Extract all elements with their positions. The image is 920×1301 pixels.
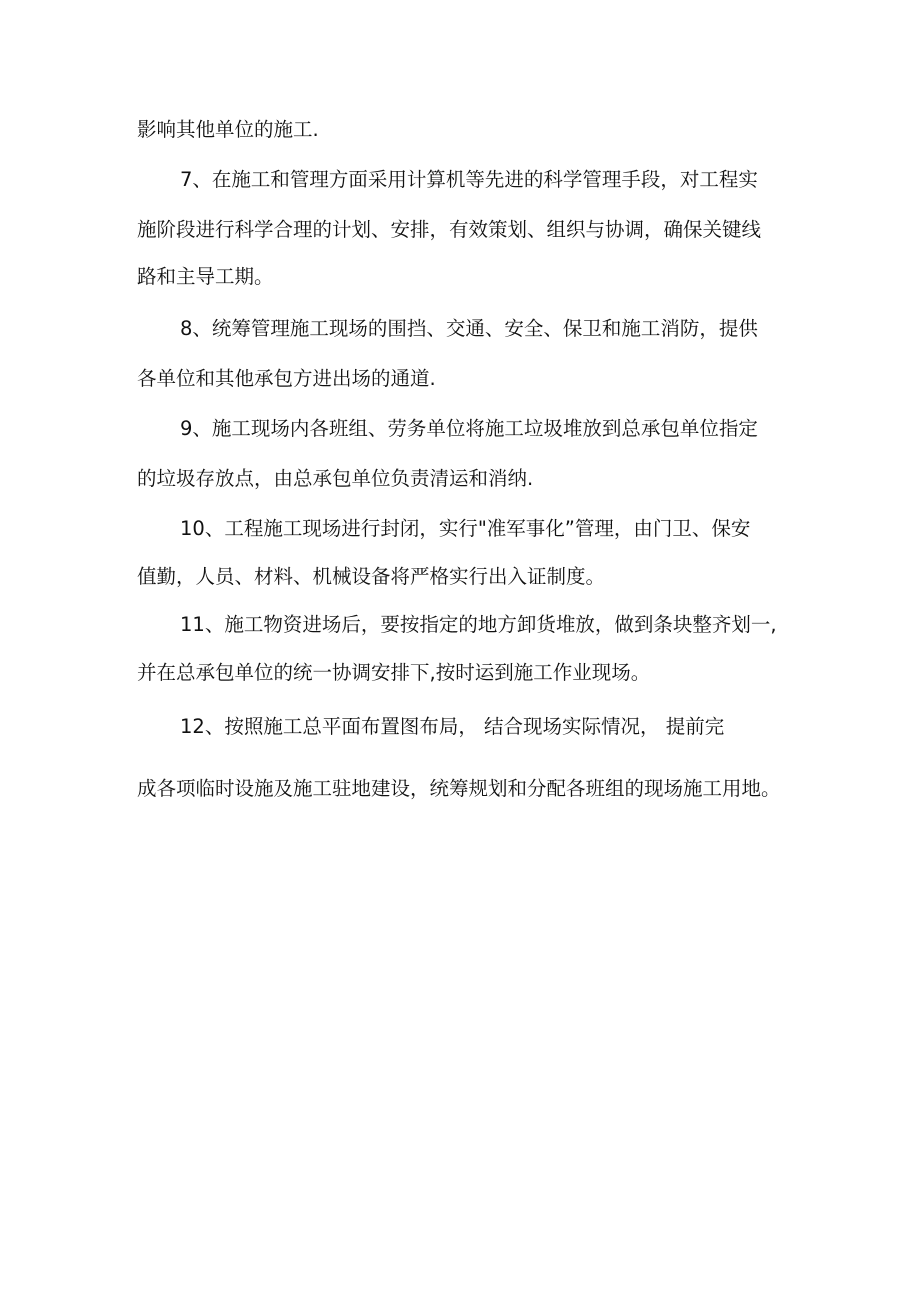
- paragraph-7-line-2: 施阶段进行科学合理的计划、安排，有效策划、组织与协调，确保关键线: [137, 218, 762, 241]
- paragraph-11-line-2: 并在总承包单位的统一协调安排下,按时运到施工作业现场。: [137, 661, 651, 684]
- paragraph-10-line-2: 值勤，人员、材料、机械设备将严格实行出入证制度。: [137, 565, 606, 588]
- text-line-1: 影响其他单位的施工.: [137, 118, 319, 141]
- paragraph-12-line-1: 12、按照施工总平面布置图布局， 结合现场实际情况， 提前完: [180, 715, 725, 738]
- paragraph-12-line-2: 成各项临时设施及施工驻地建设，统筹规划和分配各班组的现场施工用地。: [137, 777, 781, 800]
- paragraph-7-line-1: 7、在施工和管理方面采用计算机等先进的科学管理手段，对工程实: [180, 168, 758, 191]
- paragraph-9-line-2: 的垃圾存放点，由总承包单位负责清运和消纳.: [137, 467, 534, 490]
- paragraph-9-line-1: 9、施工现场内各班组、劳务单位将施工垃圾堆放到总承包单位指定: [180, 417, 758, 440]
- paragraph-8-line-1: 8、统筹管理施工现场的围挡、交通、安全、保卫和施工消防，提供: [180, 317, 758, 340]
- paragraph-7-line-3: 路和主导工期。: [137, 265, 274, 288]
- paragraph-8-line-2: 各单位和其他承包方进出场的通道.: [137, 367, 436, 390]
- paragraph-11-line-1: 11、施工物资进场后，要按指定的地方卸货堆放，做到条块整齐划一,: [180, 613, 777, 636]
- paragraph-10-line-1: 10、工程施工现场进行封闭，实行"准军事化”管理，由门卫、保安: [180, 517, 751, 540]
